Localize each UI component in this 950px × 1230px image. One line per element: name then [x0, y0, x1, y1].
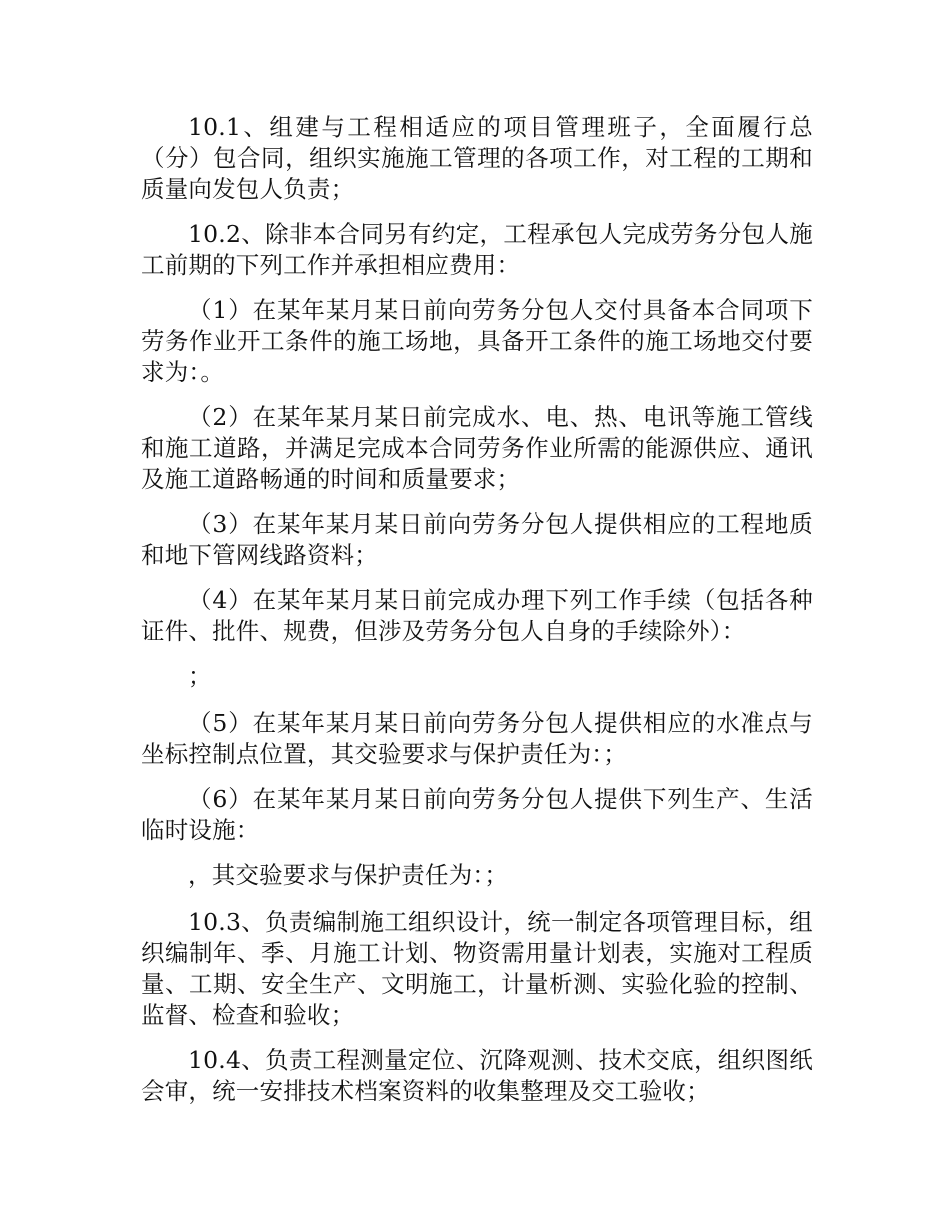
- clause-10-3: 10.3、负责编制施工组织设计，统一制定各项管理目标，组织编制年、季、月施工计划、物资需用量计划表，实施对工程质量、工期、安全生产、文明施工，计量析测、实验化验的控制、监督、检查和验收；: [141, 908, 813, 1029]
- clause-10-2-item-2: （2）在某年某月某日前完成水、电、热、电讯等施工管线和施工道路，并满足完成本合同劳务作业所需的能源供应、通讯及施工道路畅通的时间和质量要求；: [141, 403, 813, 493]
- clause-10-2-item-5: （5）在某年某月某日前向劳务分包人提供相应的水准点与坐标控制点位置，其交验要求与保护责任为：；: [141, 709, 813, 768]
- document-body: [141, 112, 813, 1121]
- clause-10-2-item-4: （4）在某年某月某日前完成办理下列工作手续（包括各种证件、批件、规费，但涉及劳务分包人自身的手续除外）：: [141, 586, 813, 645]
- clause-10-4: 10.4、负责工程测量定位、沉降观测、技术交底，组织图纸会审，统一安排技术档案资料的收集整理及交工验收；: [141, 1046, 813, 1105]
- clause-10-2-item-3: （3）在某年某月某日前向劳务分包人提供相应的工程地质和地下管网线路资料；: [141, 510, 813, 569]
- clause-10-2-item-6-continuation: ，其交验要求与保护责任为：；: [188, 861, 509, 889]
- clause-10-2-item-4-blank: ；: [188, 662, 212, 690]
- clause-10-1: 10.1、组建与工程相适应的项目管理班子，全面履行总（分）包合同，组织实施施工管理的各项工作，对工程的工期和质量向发包人负责；: [141, 113, 813, 203]
- clause-10-2-item-1: （1）在某年某月某日前向劳务分包人交付具备本合同项下劳务作业开工条件的施工场地，具备开工条件的施工场地交付要求为：。: [141, 296, 813, 386]
- clause-10-2-item-6: （6）在某年某月某日前向劳务分包人提供下列生产、生活临时设施：: [141, 785, 813, 844]
- clause-10-2: 10.2、除非本合同另有约定，工程承包人完成劳务分包人施工前期的下列工作并承担相应费用：: [141, 220, 813, 279]
